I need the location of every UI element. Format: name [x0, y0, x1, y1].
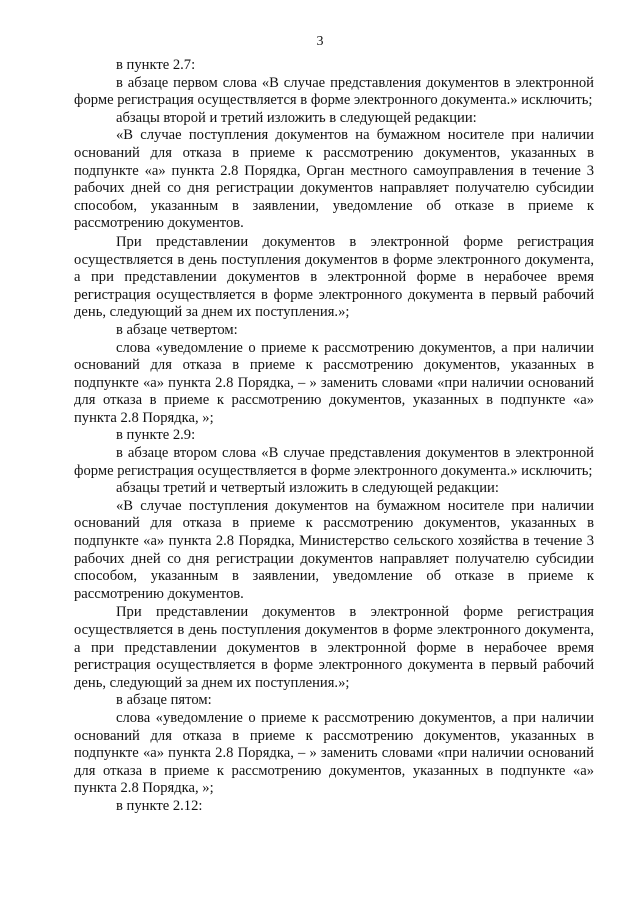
page-number: 3	[316, 34, 324, 49]
paragraph-amend-point-2-7: в пункте 2.7:	[116, 57, 196, 73]
paragraph-second-abzats-exclude: в абзаце втором слова «В случае представления документов в электронной форме регистрация осуществляется в форме электронного документа.» исключить;	[74, 445, 594, 479]
document-body	[74, 57, 594, 816]
paragraph-fourth-abzats: в абзаце четвертом:	[116, 321, 238, 338]
paragraph-electronic-registration-2: При представлении документов в электронной форме регистрация осуществляется в день поступления документов в форме электронного документа, а при представлении документов в электронной форме в нерабочее время регистрация осуществляется в форме электронного документа в первый рабочий день, следующий за днем их поступления.»;	[74, 604, 594, 691]
paragraph-amend-point-2-12: в пункте 2.12:	[116, 797, 203, 814]
paragraph-third-fourth-heading: абзацы третий и четвертый изложить в следующей редакции:	[116, 480, 499, 497]
paragraph-paper-submission-ministry: «В случае поступления документов на бумажном носителе при наличии оснований для отказа в приеме к рассмотрению документов, указанных в подпункте «а» пункта 2.8 Порядка, Министерство сельского хозяйства в течение 3 рабочих дней со дня регистрации документов направляет получателю субсидии способом, указанным в заявлении, уведомление об отказе в приеме к рассмотрению документов.	[74, 497, 594, 602]
paragraph-replace-words-2: слова «уведомление о приеме к рассмотрению документов, а при наличии оснований для отказа в приеме к рассмотрению документов, указанных в подпункте «а» пункта 2.8 Порядка, – » заменить словами «при наличии оснований для отказа в приеме к рассмотрению документов, указанных в подпункте «а» пункта 2.8 Порядка, »;	[74, 709, 594, 797]
paragraph-paper-submission-local: «В случае поступления документов на бумажном носителе при наличии оснований для отказа в приеме к рассмотрению документов, указанных в подпункте «а» пункта 2.8 Порядка, Орган местного самоуправления в течение 3 рабочих дней со дня регистрации документов направляет получателю субсидии способом, указанным в заявлении, уведомление об отказе в приеме к рассмотрению документов.	[74, 127, 594, 232]
paragraph-first-abzats-exclude: в абзаце первом слова «В случае представления документов в электронной форме регистрация осуществляется в форме электронного документа.» исключить;	[74, 74, 594, 109]
paragraph-amend-point-2-9: в пункте 2.9:	[116, 427, 196, 444]
paragraph-second-third-heading: абзацы второй и третий изложить в следующей редакции:	[116, 109, 477, 126]
paragraph-replace-words-1: слова «уведомление о приеме к рассмотрению документов, а при наличии оснований для отказа в приеме к рассмотрению документов, указанных в подпункте «а» пункта 2.8 Порядка, – » заменить словами «при наличии оснований для отказа в приеме к рассмотрению документов, указанных в подпункте «а» пункта 2.8 Порядка, »;	[74, 339, 594, 426]
paragraph-fifth-abzats: в абзаце пятом:	[116, 692, 212, 709]
paragraph-electronic-registration-1: При представлении документов в электронной форме регистрация осуществляется в день поступления документов в форме электронного документа, а при представлении документов в электронной форме в нерабочее время регистрация осуществляется в форме электронного документа в первый рабочий день, следующий за днем их поступления.»;	[74, 233, 594, 321]
